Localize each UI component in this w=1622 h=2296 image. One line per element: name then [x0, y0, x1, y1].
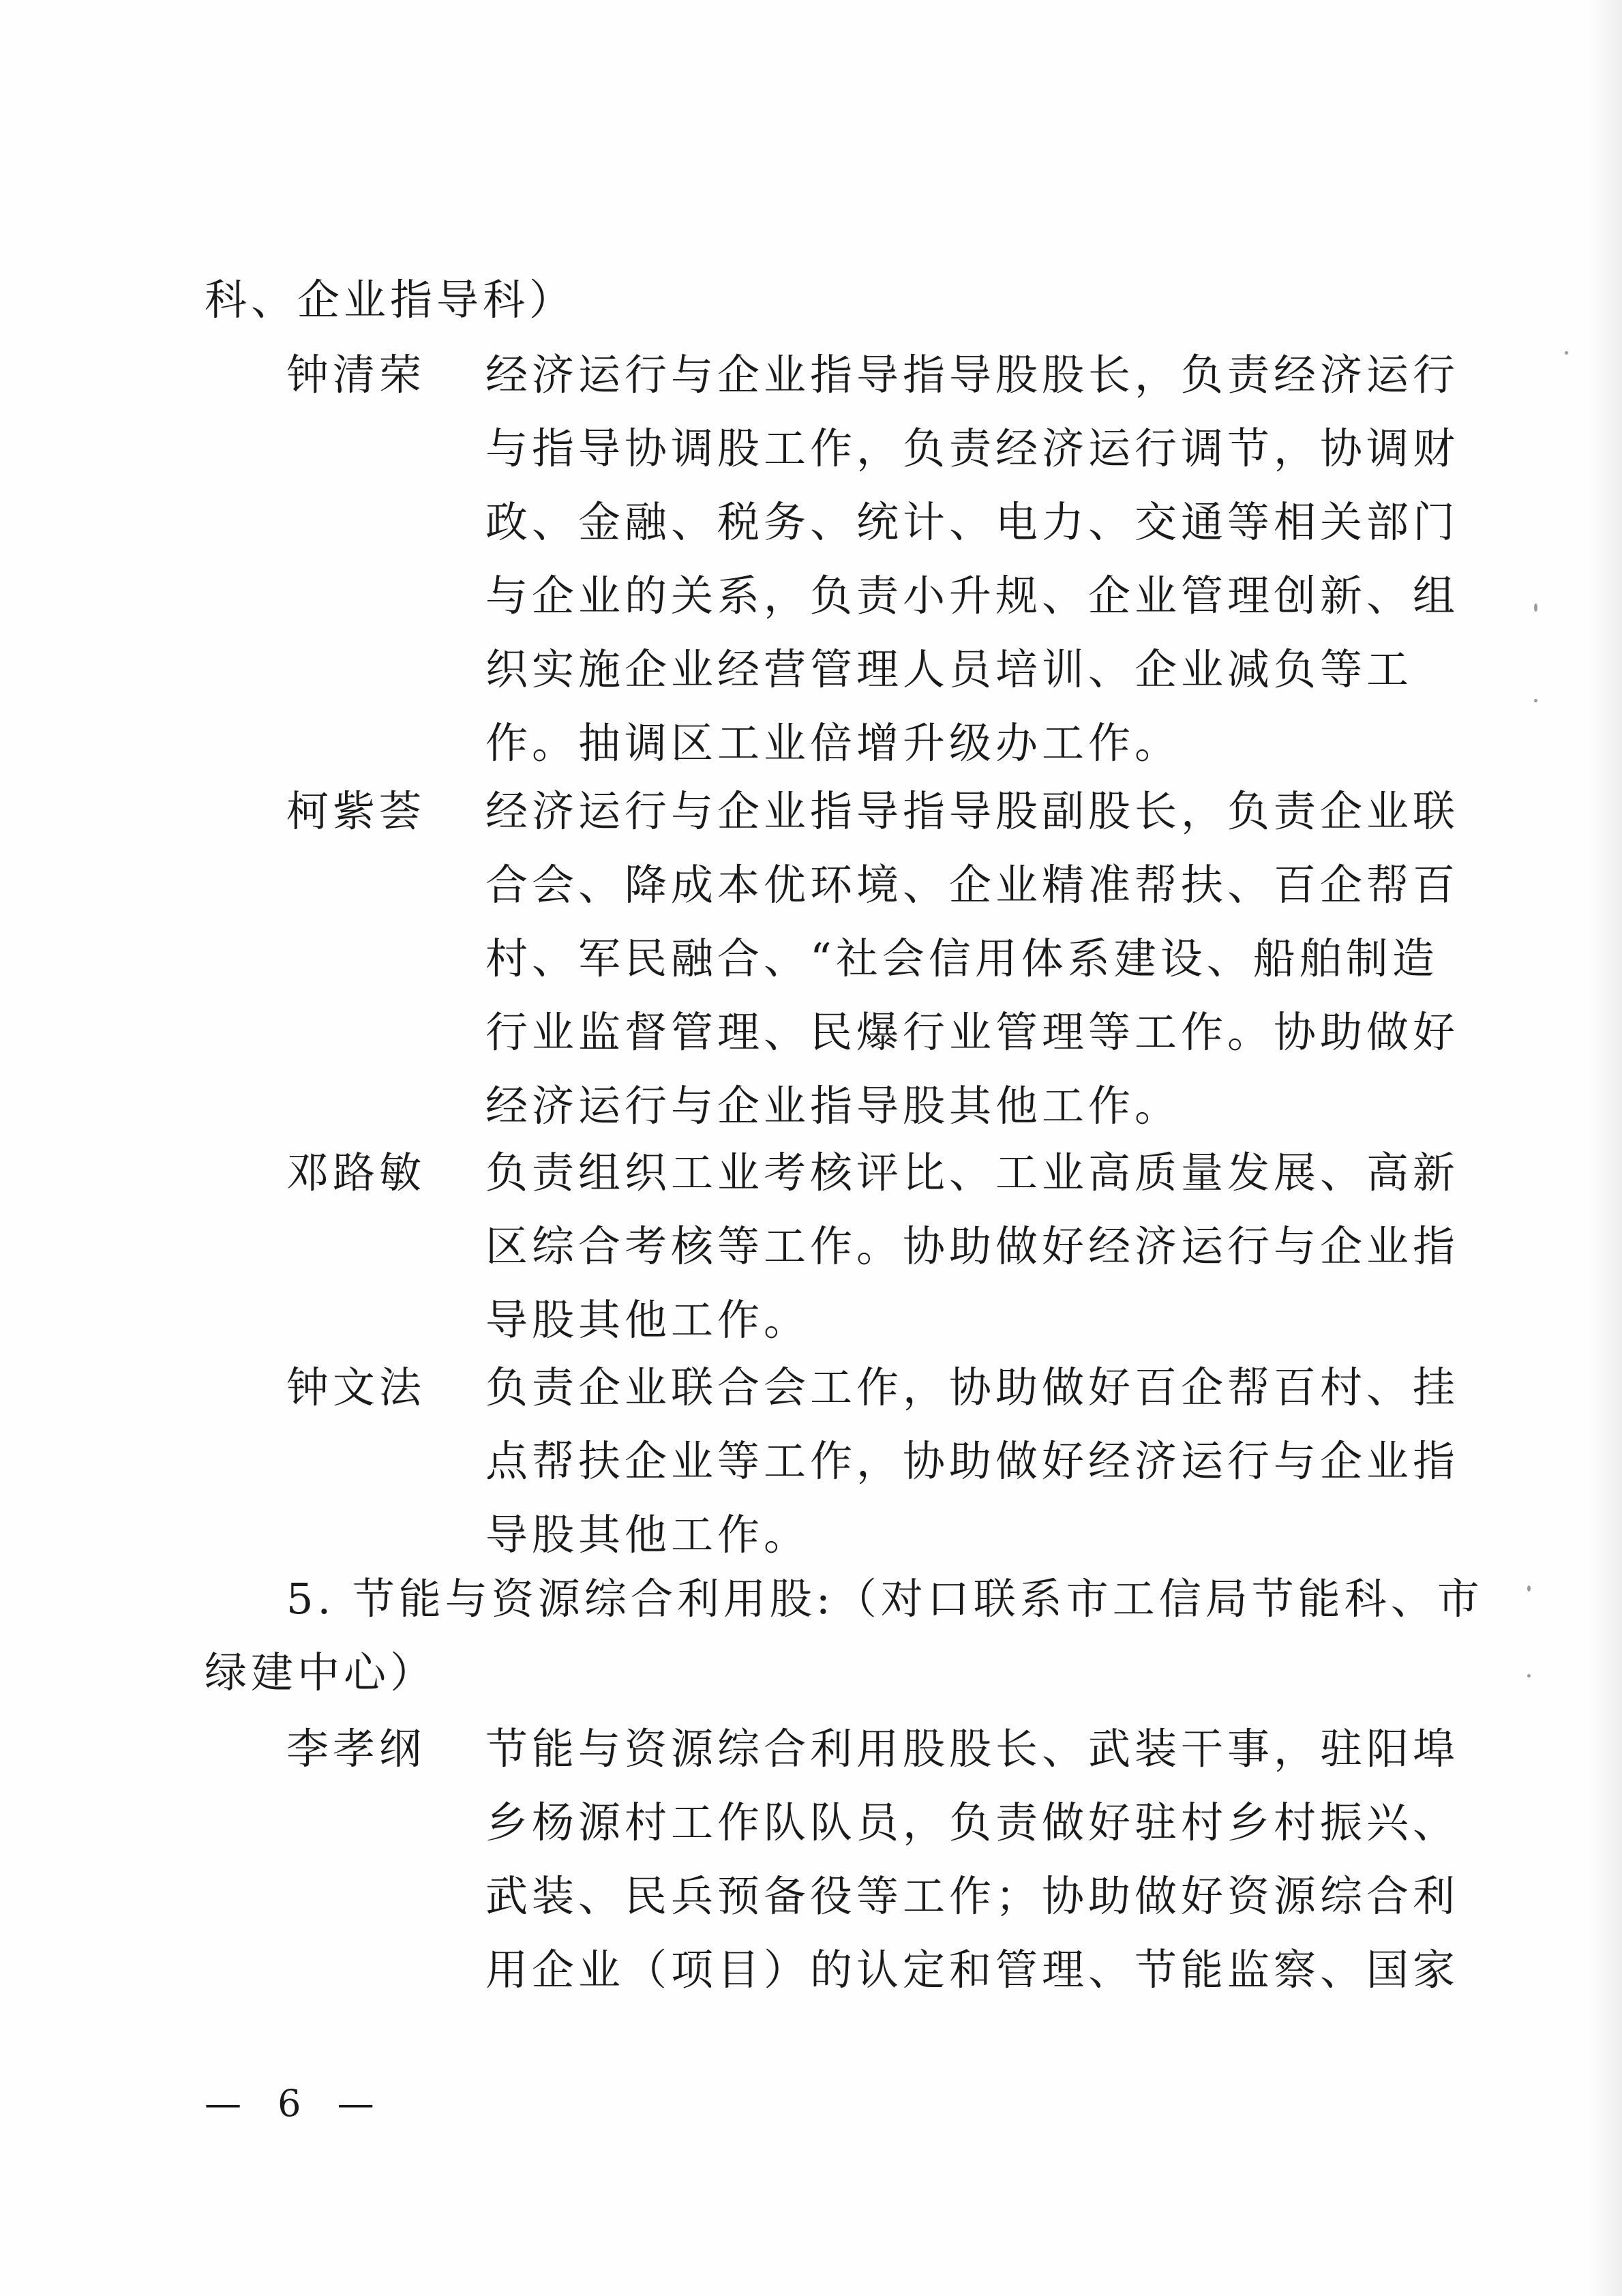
- duty-line: 作。抽调区工业倍增升级办工作。: [485, 718, 1182, 768]
- scan-speck: [1527, 1585, 1531, 1592]
- section-5-heading-continued: 绿建中心）: [205, 1648, 437, 1697]
- duty-line: 织实施企业经营管理人员培训、企业减负等工: [485, 644, 1413, 694]
- staff-duty-deng-lumin: [485, 1146, 1460, 1367]
- staff-name-deng-lumin: 邓路敏: [286, 1148, 426, 1197]
- duty-line: 经济运行与企业指导指导股副股长，负责企业联: [485, 786, 1460, 836]
- duty-line: 乡杨源村工作队队员，负责做好驻村乡村振兴、: [485, 1798, 1460, 1847]
- duty-line: 合会、降成本优环境、企业精准帮扶、百企帮百: [485, 860, 1460, 910]
- staff-duty-ke-zihui: [485, 784, 1460, 1152]
- staff-duty-zhong-qingrong: [485, 348, 1460, 790]
- staff-name-ke-zihui: 柯紫荟: [286, 786, 426, 836]
- scan-speck: [1565, 351, 1568, 355]
- duty-line: 村、军民融合、“社会信用体系建设、船舶制造: [485, 934, 1439, 983]
- duty-line: 点帮扶企业等工作，协助做好经济运行与企业指: [485, 1436, 1460, 1486]
- duty-line: 经济运行与企业指导指导股股长，负责经济运行: [485, 350, 1460, 400]
- duty-line: 负责企业联合会工作，协助做好百企帮百村、挂: [485, 1362, 1460, 1412]
- staff-duty-zhong-wenfa: [485, 1360, 1460, 1581]
- staff-duty-li-xiaogang: [485, 1722, 1460, 2016]
- page-number: — 6 —: [205, 2082, 387, 2125]
- section-5-heading: 5. 节能与资源综合利用股:（对口联系市工信局节能科、市: [286, 1574, 1484, 1624]
- duty-line: 用企业（项目）的认定和管理、节能监察、国家: [485, 1945, 1460, 1995]
- scan-shadow-edge: [1588, 0, 1622, 2296]
- duty-line: 政、金融、税务、统计、电力、交通等相关部门: [485, 497, 1460, 547]
- duty-line: 经济运行与企业指导股其他工作。: [485, 1081, 1182, 1131]
- staff-name-zhong-wenfa: 钟文法: [286, 1362, 426, 1412]
- intro-continuation: 科、企业指导科）: [205, 275, 576, 325]
- duty-line: 与指导协调股工作，负责经济运行调节，协调财: [485, 423, 1460, 473]
- duty-line: 武装、民兵预备役等工作；协助做好资源综合利: [485, 1871, 1460, 1921]
- duty-line: 行业监督管理、民爆行业管理等工作。协助做好: [485, 1007, 1460, 1057]
- duty-line: 节能与资源综合利用股股长、武装干事，驻阳埠: [485, 1724, 1460, 1774]
- staff-name-zhong-qingrong: 钟清荣: [286, 350, 426, 400]
- duty-line: 负责组织工业考核评比、工业高质量发展、高新: [485, 1148, 1460, 1197]
- scan-speck: [1534, 699, 1537, 702]
- scan-speck: [1527, 1674, 1531, 1678]
- duty-line: 区综合考核等工作。协助做好经济运行与企业指: [485, 1221, 1460, 1271]
- duty-line: 导股其他工作。: [485, 1510, 811, 1560]
- duty-line: 与企业的关系，负责小升规、企业管理创新、组: [485, 571, 1460, 621]
- staff-name-li-xiaogang: 李孝纲: [286, 1724, 426, 1774]
- duty-line: 导股其他工作。: [485, 1295, 811, 1345]
- scan-speck: [1534, 603, 1537, 612]
